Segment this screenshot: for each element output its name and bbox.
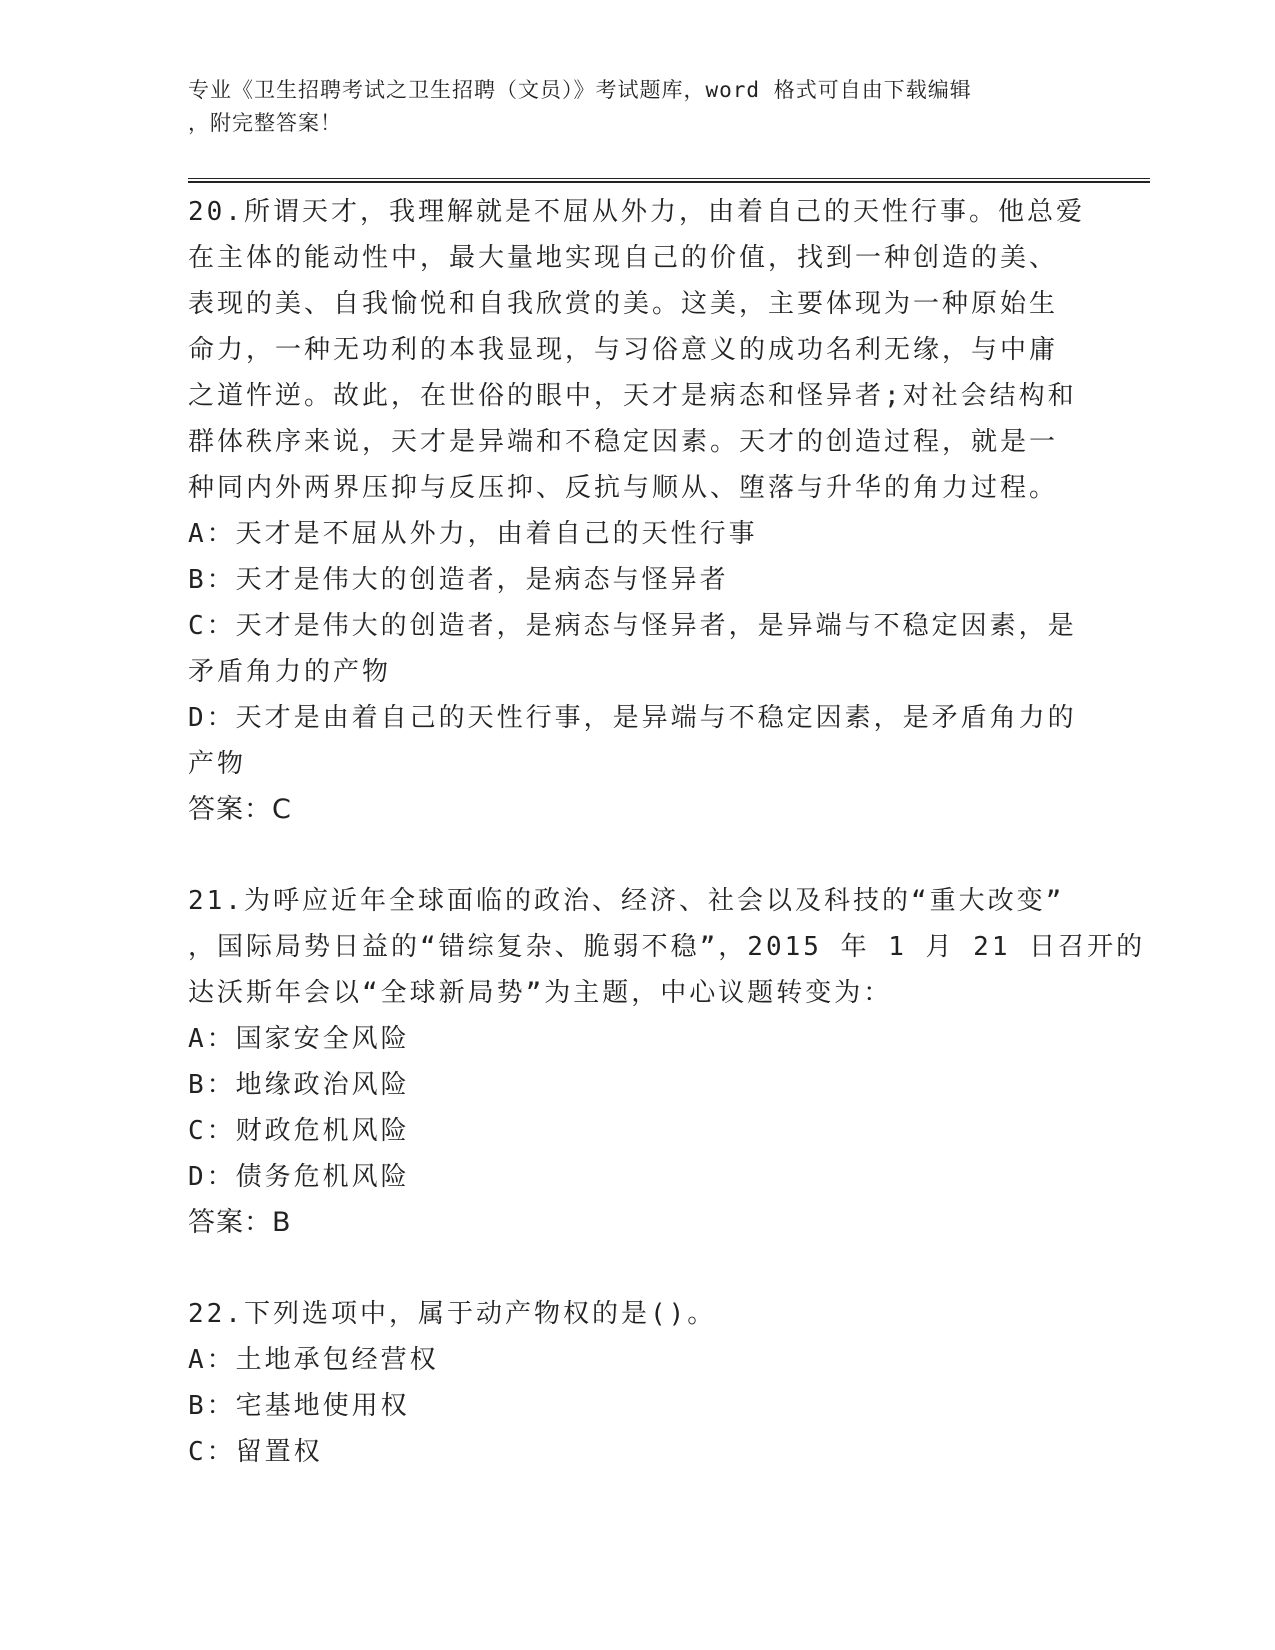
header-line-2: ，附完整答案！ <box>188 111 342 135</box>
question-22-option-b: B：宅基地使用权 <box>188 1391 410 1421</box>
question-20-stem-line: 20.所谓天才，我理解就是不屈从外力，由着自己的天性行事。他总爱 <box>188 197 1085 227</box>
question-20-option-d-continued: 产物 <box>188 749 247 779</box>
question-20 <box>188 189 1108 833</box>
question-22-stem: 22.下列选项中，属于动产物权的是()。 <box>188 1299 717 1329</box>
question-20-option-b: B：天才是伟大的创造者，是病态与怪异者 <box>188 565 729 595</box>
question-20-stem-line: 命力，一种无功利的本我显现，与习俗意义的成功名利无缘，与中庸 <box>188 335 1059 365</box>
question-21-option-c: C：财政危机风险 <box>188 1116 410 1146</box>
question-21-option-a: A：国家安全风险 <box>188 1024 410 1054</box>
question-20-stem-line: 表现的美、自我愉悦和自我欣赏的美。这美，主要体现为一种原始生 <box>188 289 1059 319</box>
question-20-option-a: A：天才是不屈从外力，由着自己的天性行事 <box>188 519 758 549</box>
question-20-stem-line: 种同内外两界压抑与反压抑、反抗与顺从、堕落与升华的角力过程。 <box>188 473 1059 503</box>
question-20-stem-line: 群体秩序来说，天才是异端和不稳定因素。天才的创造过程，就是一 <box>188 427 1059 457</box>
question-20-stem-line: 在主体的能动性中，最大量地实现自己的价值，找到一种创造的美、 <box>188 243 1059 273</box>
question-list <box>188 189 1146 1475</box>
question-20-answer: 答案：C <box>188 794 292 825</box>
question-spacer <box>188 1246 1108 1291</box>
question-21-stem-line: 达沃斯年会以“全球新局势”为主题，中心议题转变为： <box>188 978 893 1008</box>
question-22-option-a: A：土地承包经营权 <box>188 1345 439 1375</box>
question-21 <box>188 878 1146 1246</box>
question-20-option-c: C：天才是伟大的创造者，是病态与怪异者，是异端与不稳定因素，是 <box>188 611 1077 641</box>
question-20-option-d: D：天才是由着自己的天性行事，是异端与不稳定因素，是矛盾角力的 <box>188 703 1077 733</box>
document-header <box>188 74 1088 140</box>
question-spacer <box>188 833 1108 878</box>
question-22 <box>188 1291 1108 1475</box>
question-21-stem-line: 21.为呼应近年全球面临的政治、经济、社会以及科技的“重大改变” <box>188 886 1065 916</box>
question-20-option-c-continued: 矛盾角力的产物 <box>188 657 392 687</box>
question-21-answer: 答案：B <box>188 1207 292 1238</box>
question-21-option-d: D：债务危机风险 <box>188 1162 410 1192</box>
question-22-option-c: C：留置权 <box>188 1437 323 1467</box>
question-21-stem-line: ，国际局势日益的“错综复杂、脆弱不稳”，2015 年 1 月 21 日召开的 <box>188 932 1146 962</box>
header-divider-thick <box>188 181 1150 183</box>
header-line-1: 专业《卫生招聘考试之卫生招聘（文员）》考试题库，word 格式可自由下载编辑 <box>188 78 972 102</box>
question-21-option-b: B：地缘政治风险 <box>188 1070 410 1100</box>
question-20-stem-line: 之道忤逆。故此，在世俗的眼中，天才是病态和怪异者;对社会结构和 <box>188 381 1077 411</box>
header-divider-thin <box>188 178 1150 179</box>
